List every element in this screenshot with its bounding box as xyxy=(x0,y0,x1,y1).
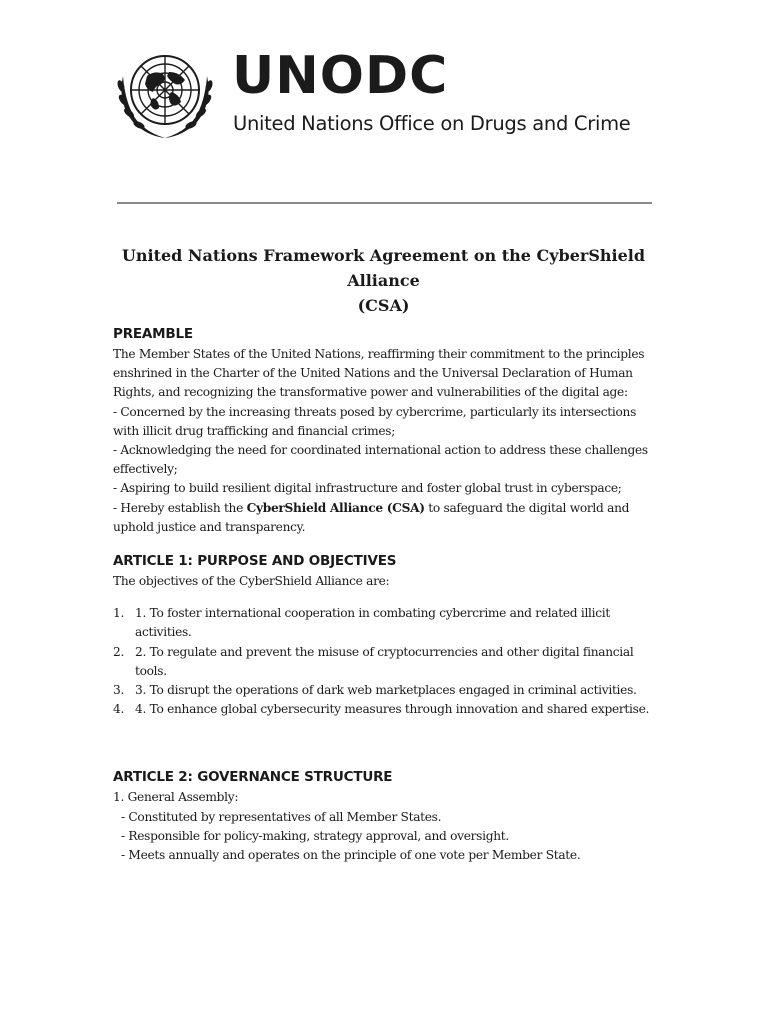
brand-subtitle: United Nations Office on Drugs and Crime xyxy=(233,112,631,135)
list-item xyxy=(113,643,653,681)
objectives-list xyxy=(113,604,653,719)
list-item-number: 4. xyxy=(113,702,125,717)
article-1-section xyxy=(113,551,653,719)
general-assembly-point: - Constituted by representatives of all Member States. xyxy=(121,809,442,824)
list-item xyxy=(113,681,653,700)
preamble-section xyxy=(113,324,653,537)
document-title-line-1: United Nations Framework Agreement on the CyberShield Alliance xyxy=(121,246,646,290)
alliance-name: CyberShield Alliance (CSA) xyxy=(246,500,425,515)
brand-name: UNODC xyxy=(232,46,449,106)
establish-suffix: to safeguard the digital world and uphold justice and transparency. xyxy=(113,500,630,534)
general-assembly-point: - Responsible for policy-making, strategy approval, and oversight. xyxy=(121,828,509,843)
list-item-number: 2. xyxy=(113,644,125,659)
un-emblem-icon xyxy=(113,46,217,142)
list-item-text: 2. To regulate and prevent the misuse of cryptocurrencies and other digital financial tools. xyxy=(135,644,634,678)
header-divider xyxy=(117,202,652,204)
general-assembly-title: 1. General Assembly: xyxy=(113,790,239,805)
document-body xyxy=(113,324,653,865)
list-item-text: 4. To enhance global cybersecurity measures through innovation and shared expertise. xyxy=(135,702,650,717)
list-item-text: 3. To disrupt the operations of dark web marketplaces engaged in criminal activities. xyxy=(135,683,637,698)
general-assembly-point: - Meets annually and operates on the principle of one vote per Member State. xyxy=(121,848,581,863)
article-1-intro: The objectives of the CyberShield Alliance are: xyxy=(113,574,390,589)
document-title xyxy=(113,243,654,318)
preamble-establish xyxy=(113,499,653,537)
article-1-heading: ARTICLE 1: PURPOSE AND OBJECTIVES xyxy=(113,553,397,570)
article-2-heading: ARTICLE 2: GOVERNANCE STRUCTURE xyxy=(113,769,393,786)
document-title-line-2: (CSA) xyxy=(357,296,410,315)
list-item xyxy=(113,700,653,719)
preamble-point: - Aspiring to build resilient digital infrastructure and foster global trust in cyberspace; xyxy=(113,481,622,496)
list-item-number: 3. xyxy=(113,683,125,698)
list-item-text: 1. To foster international cooperation in combating cybercrime and related illicit activities. xyxy=(135,606,610,640)
list-item-number: 1. xyxy=(113,606,125,621)
preamble-point: - Concerned by the increasing threats posed by cybercrime, particularly its intersections with illicit drug trafficking and financial crimes; xyxy=(113,404,637,438)
list-item xyxy=(113,604,653,642)
preamble-heading: PREAMBLE xyxy=(113,326,193,342)
establish-prefix: - Hereby establish the xyxy=(113,500,247,515)
unodc-logo xyxy=(113,44,653,144)
article-2-section xyxy=(113,767,653,865)
preamble-intro: The Member States of the United Nations, reaffirming their commitment to the principles enshrined in the Charter of the United Nations and the Universal Declaration of Human Rights, and recognizing the transformative power and vulnerabilities of the digital age: xyxy=(113,347,645,400)
preamble-point: - Acknowledging the need for coordinated international action to address these challenges effectively; xyxy=(113,443,648,477)
